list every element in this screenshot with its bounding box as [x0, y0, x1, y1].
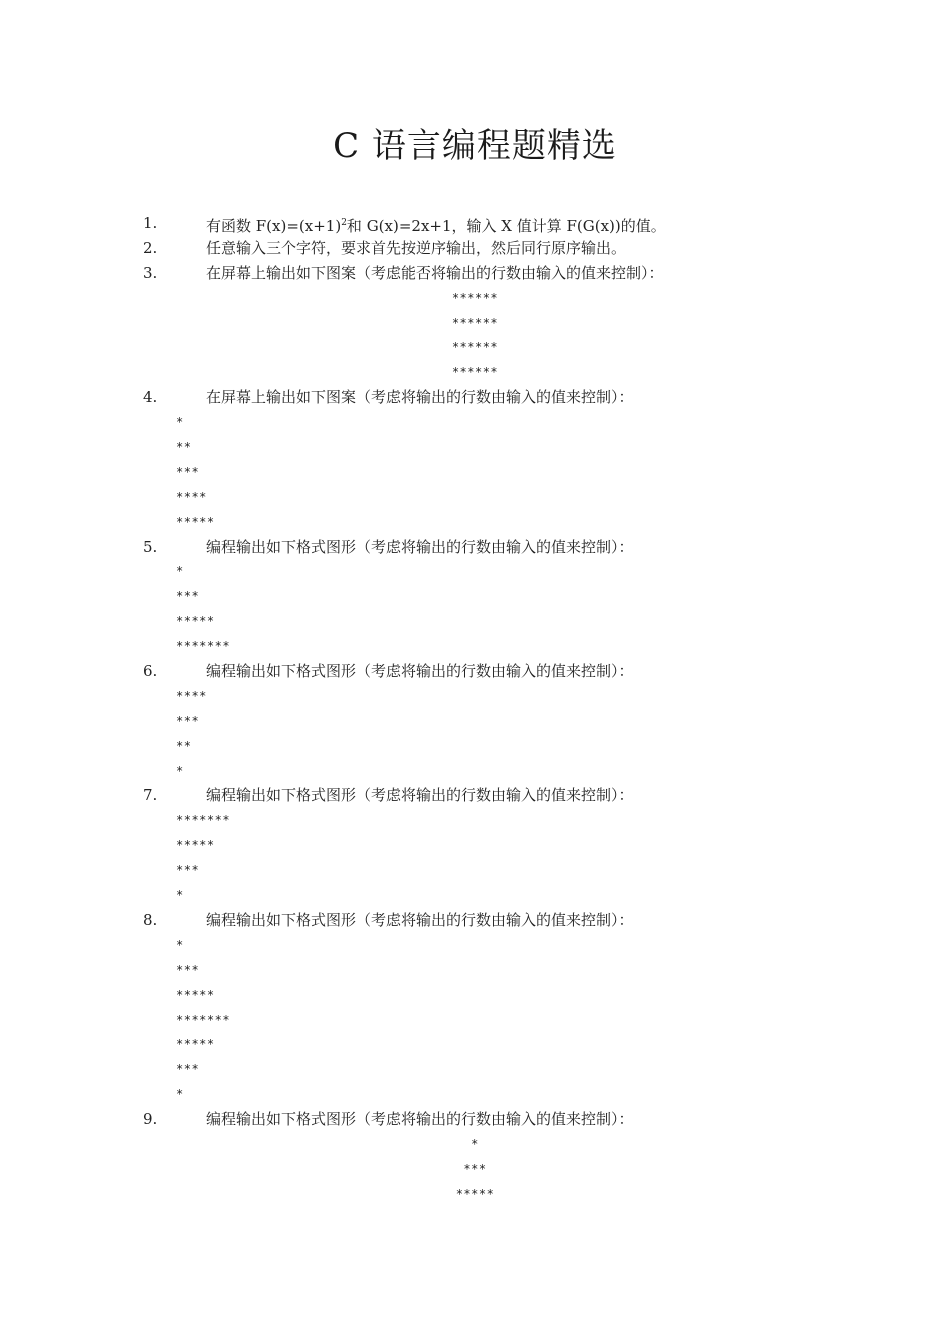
superscript-exponent: 2 — [341, 218, 347, 228]
problem-number: 9. — [143, 1110, 158, 1129]
star-row: **** — [176, 489, 207, 504]
pattern-line — [0, 1182, 950, 1207]
star-row: * — [176, 763, 184, 778]
problem-text: 编程输出如下格式图形（考虑将输出的行数由输入的值来控制）： — [206, 1110, 634, 1129]
pattern-line — [0, 485, 950, 510]
star-row: * — [176, 937, 184, 952]
pattern-line — [0, 559, 950, 584]
star-row: ** — [176, 738, 192, 753]
pattern-line — [0, 335, 950, 360]
problem-number: 2. — [143, 238, 158, 257]
star-row: ****** — [451, 290, 499, 305]
pattern-line — [0, 883, 950, 908]
problem-number: 3. — [143, 263, 158, 282]
problem-3 — [0, 261, 950, 286]
document-title: C 语言编程题精选 — [333, 126, 617, 166]
pattern-line — [0, 410, 950, 435]
star-row: *** — [176, 1062, 200, 1077]
star-row: * — [471, 1136, 479, 1151]
pattern-line — [0, 858, 950, 883]
problem-8 — [0, 908, 950, 933]
star-row: ***** — [455, 1186, 495, 1201]
pattern-line — [0, 460, 950, 485]
star-row: ****** — [451, 340, 499, 355]
star-row: * — [176, 888, 184, 903]
pattern-line — [0, 1057, 950, 1082]
pattern-line — [0, 510, 950, 535]
problem-4 — [0, 385, 950, 410]
pattern-line — [0, 958, 950, 983]
pattern-line — [0, 435, 950, 460]
star-row: * — [176, 564, 184, 579]
star-row: *** — [176, 589, 200, 604]
problem-number: 5. — [143, 537, 158, 556]
star-row: ***** — [176, 514, 215, 529]
pattern-line — [0, 734, 950, 759]
star-row: ****** — [451, 365, 499, 380]
problem-9 — [0, 1107, 950, 1132]
star-row: * — [176, 415, 184, 430]
star-row: *** — [176, 962, 200, 977]
pattern-line — [0, 609, 950, 634]
star-row: * — [176, 1087, 184, 1102]
pattern-line — [0, 311, 950, 336]
star-row: *** — [176, 713, 200, 728]
problem-text — [206, 211, 666, 239]
problem-text: 编程输出如下格式图形（考虑将输出的行数由输入的值来控制）： — [206, 662, 634, 681]
pattern-line — [0, 709, 950, 734]
problem-number: 7. — [143, 786, 158, 805]
problem-text: 编程输出如下格式图形（考虑将输出的行数由输入的值来控制）： — [206, 786, 634, 805]
pattern-line — [0, 983, 950, 1008]
star-row: ***** — [176, 1037, 215, 1052]
pattern-line — [0, 1157, 950, 1182]
pattern-line — [0, 360, 950, 385]
pattern-line — [0, 634, 950, 659]
problem-list — [0, 211, 950, 1207]
problem-text: 编程输出如下格式图形（考虑将输出的行数由输入的值来控制）： — [206, 537, 634, 556]
problem-number: 8. — [143, 910, 158, 929]
problem-number: 4. — [143, 388, 158, 407]
star-row: ******* — [176, 639, 231, 654]
star-row: *** — [176, 464, 200, 479]
star-row: ******* — [176, 813, 231, 828]
pattern-line — [0, 808, 950, 833]
star-row: **** — [176, 688, 207, 703]
pattern-line — [0, 1032, 950, 1057]
pattern-line — [0, 1082, 950, 1107]
problem-text: 编程输出如下格式图形（考虑将输出的行数由输入的值来控制）： — [206, 910, 634, 929]
star-row: ****** — [451, 315, 499, 330]
problem-5 — [0, 535, 950, 560]
problem-text: 在屏幕上输出如下图案（考虑能否将输出的行数由输入的值来控制）： — [206, 263, 664, 282]
problem-7 — [0, 783, 950, 808]
pattern-line — [0, 933, 950, 958]
pattern-line — [0, 1132, 950, 1157]
pattern-line — [0, 759, 950, 784]
problem-text: 在屏幕上输出如下图案（考虑将输出的行数由输入的值来控制）： — [206, 388, 634, 407]
problem-number: 1. — [143, 214, 158, 232]
star-row: *** — [176, 863, 200, 878]
star-row: *** — [463, 1161, 487, 1176]
pattern-line — [0, 1008, 950, 1033]
problem-text-part-a: 有函数 F(x)=(x+1) — [206, 217, 342, 235]
star-row: ******* — [176, 1012, 231, 1027]
star-row: ***** — [176, 987, 215, 1002]
pattern-line — [0, 286, 950, 311]
problem-6 — [0, 659, 950, 684]
pattern-line — [0, 684, 950, 709]
problem-1 — [0, 211, 950, 236]
problem-text: 任意输入三个字符，要求首先按逆序输出，然后同行原序输出。 — [206, 238, 627, 257]
star-row: ** — [176, 440, 192, 455]
star-row: ***** — [176, 838, 215, 853]
problem-2 — [0, 236, 950, 261]
problem-text-part-b: 和 G(x)=2x+1，输入 X 值计算 F(G(x))的值。 — [346, 217, 666, 235]
star-row: ***** — [176, 614, 215, 629]
problem-number: 6. — [143, 662, 158, 681]
pattern-line — [0, 584, 950, 609]
pattern-line — [0, 833, 950, 858]
